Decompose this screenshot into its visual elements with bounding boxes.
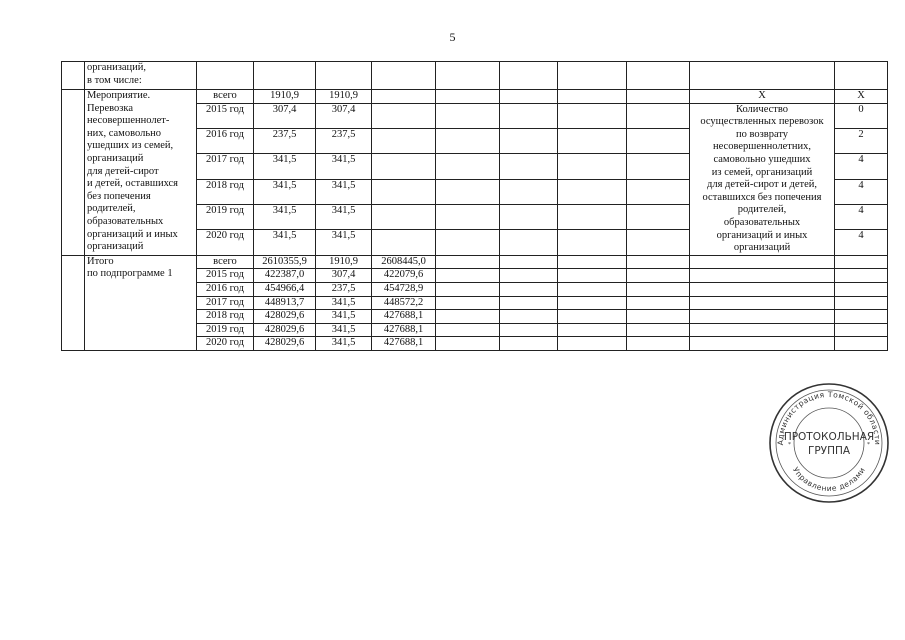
empty-cell [558, 103, 627, 128]
empty-cell [436, 282, 500, 296]
empty-cell [372, 154, 436, 179]
indicator-value: 2 [835, 128, 888, 153]
empty-cell [627, 255, 690, 269]
total-cell: 2610355,9 [254, 255, 316, 269]
empty-cell [835, 282, 888, 296]
stamp-top-text: Администрация Томской области [775, 389, 883, 446]
total-cell: 307,4 [254, 103, 316, 128]
empty-cell [436, 204, 500, 229]
empty-cell [436, 323, 500, 337]
empty-cell [500, 296, 558, 310]
empty-cell [627, 296, 690, 310]
regional-cell: 427688,1 [372, 323, 436, 337]
total-cell: 422387,0 [254, 269, 316, 283]
federal-cell: 341,5 [316, 204, 372, 229]
indicator-value: 4 [835, 230, 888, 255]
federal-cell: 341,5 [316, 179, 372, 204]
empty-cell [558, 179, 627, 204]
federal-cell: 237,5 [316, 128, 372, 153]
period-cell: 2017 год [197, 154, 254, 179]
federal-cell: 1910,9 [316, 90, 372, 104]
empty-cell [372, 204, 436, 229]
empty-cell [690, 255, 835, 269]
empty-cell [558, 230, 627, 255]
row-description: организаций, в том числе: [85, 62, 197, 90]
stamp-center-line2: ГРУППА [807, 445, 851, 457]
empty-cell [835, 323, 888, 337]
regional-cell: 454728,9 [372, 282, 436, 296]
empty-cell [500, 255, 558, 269]
empty-cell [627, 269, 690, 283]
federal-cell: 341,5 [316, 296, 372, 310]
empty-cell [627, 230, 690, 255]
empty-cell [500, 310, 558, 324]
indicator-value: 4 [835, 204, 888, 229]
empty-cell [558, 204, 627, 229]
row-number [62, 255, 85, 350]
stamp-bottom-text: Управление делами [790, 465, 868, 494]
federal-cell: 307,4 [316, 103, 372, 128]
empty-cell [436, 255, 500, 269]
empty-cell [558, 269, 627, 283]
indicator-name: Количество осуществленных перевозок по возврату несовершеннолетних, самовольно ушедших из семей, организаций для детей-сирот и детей, оставшихся без попечения родителей, образовательных организаций и иных организаций [690, 103, 835, 255]
empty-cell [627, 154, 690, 179]
table-row [62, 90, 888, 104]
federal-cell: 1910,9 [316, 255, 372, 269]
empty-cell [558, 128, 627, 153]
indicator-value: 4 [835, 179, 888, 204]
total-cell: 454966,4 [254, 282, 316, 296]
total-description: Итого по подпрограмме 1 [85, 255, 197, 350]
empty-cell [558, 90, 627, 104]
empty-cell [500, 230, 558, 255]
empty-cell [835, 310, 888, 324]
empty-cell [835, 337, 888, 351]
empty-cell [558, 154, 627, 179]
empty-cell [436, 337, 500, 351]
period-cell: 2018 год [197, 310, 254, 324]
period-cell: 2020 год [197, 230, 254, 255]
period-cell: всего [197, 255, 254, 269]
federal-cell: 237,5 [316, 282, 372, 296]
indicator-value: 4 [835, 154, 888, 179]
empty-cell [627, 179, 690, 204]
total-cell: 428029,6 [254, 337, 316, 351]
empty-cell [500, 103, 558, 128]
empty-cell [372, 103, 436, 128]
total-cell: 341,5 [254, 179, 316, 204]
empty-cell [690, 337, 835, 351]
empty-cell [558, 323, 627, 337]
total-cell: 428029,6 [254, 323, 316, 337]
regional-cell: 448572,2 [372, 296, 436, 310]
stamp-seal [766, 380, 892, 506]
federal-cell: 341,5 [316, 230, 372, 255]
total-cell: 1910,9 [254, 90, 316, 104]
empty-cell [436, 154, 500, 179]
empty-cell [436, 269, 500, 283]
row-number [62, 90, 85, 256]
period-cell: всего [197, 90, 254, 104]
total-cell: 428029,6 [254, 310, 316, 324]
empty-cell [500, 337, 558, 351]
empty-cell [436, 103, 500, 128]
empty-cell [558, 255, 627, 269]
empty-cell [558, 337, 627, 351]
indicator-header-cell: Х [690, 90, 835, 104]
period-cell: 2015 год [197, 269, 254, 283]
federal-cell: 341,5 [316, 154, 372, 179]
total-cell: 341,5 [254, 204, 316, 229]
total-cell: 341,5 [254, 230, 316, 255]
empty-cell [500, 154, 558, 179]
empty-cell [436, 230, 500, 255]
indicator-value: 0 [835, 103, 888, 128]
empty-cell [627, 282, 690, 296]
empty-cell [372, 128, 436, 153]
regional-cell: 2608445,0 [372, 255, 436, 269]
empty-cell [500, 179, 558, 204]
empty-cell [436, 128, 500, 153]
period-cell: 2015 год [197, 103, 254, 128]
period-cell: 2016 год [197, 128, 254, 153]
empty-cell [372, 90, 436, 104]
empty-cell [627, 103, 690, 128]
empty-cell [500, 269, 558, 283]
empty-cell [627, 323, 690, 337]
total-cell: 448913,7 [254, 296, 316, 310]
empty-cell [690, 269, 835, 283]
empty-cell [372, 230, 436, 255]
empty-cell [835, 255, 888, 269]
empty-cell [627, 128, 690, 153]
regional-cell: 427688,1 [372, 337, 436, 351]
federal-cell: 341,5 [316, 323, 372, 337]
table-row [62, 255, 888, 269]
empty-cell [436, 179, 500, 204]
empty-cell [627, 337, 690, 351]
empty-cell [436, 296, 500, 310]
empty-cell [372, 179, 436, 204]
empty-cell [500, 128, 558, 153]
empty-cell [835, 296, 888, 310]
empty-cell [436, 310, 500, 324]
stamp-star-right: * [867, 442, 870, 448]
empty-cell [500, 323, 558, 337]
empty-cell [627, 90, 690, 104]
federal-cell: 341,5 [316, 310, 372, 324]
empty-cell [558, 310, 627, 324]
empty-cell [436, 90, 500, 104]
period-cell: 2017 год [197, 296, 254, 310]
period-cell: 2020 год [197, 337, 254, 351]
empty-cell [627, 310, 690, 324]
empty-cell [500, 90, 558, 104]
federal-cell: 307,4 [316, 269, 372, 283]
period-cell: 2018 год [197, 179, 254, 204]
total-cell: 237,5 [254, 128, 316, 153]
period-cell: 2019 год [197, 204, 254, 229]
empty-cell [690, 296, 835, 310]
regional-cell: 427688,1 [372, 310, 436, 324]
total-cell: 341,5 [254, 154, 316, 179]
period-cell: 2016 год [197, 282, 254, 296]
empty-cell [690, 282, 835, 296]
empty-cell [690, 323, 835, 337]
empty-cell [500, 204, 558, 229]
empty-cell [500, 282, 558, 296]
program-table [61, 61, 888, 351]
empty-cell [627, 204, 690, 229]
indicator-value: Х [835, 90, 888, 104]
table-row [62, 62, 888, 90]
empty-cell [558, 282, 627, 296]
empty-cell [558, 296, 627, 310]
regional-cell: 422079,6 [372, 269, 436, 283]
event-description: Мероприятие. Перевозка несовершеннолет- них, самовольно ушедших из семей, организаций для детей-сирот и детей, оставшихся без попечения родителей, образовательных организаций и иных организаций [85, 90, 197, 256]
period-cell: 2019 год [197, 323, 254, 337]
federal-cell: 341,5 [316, 337, 372, 351]
empty-cell [835, 269, 888, 283]
empty-cell [690, 310, 835, 324]
stamp-star-left: * [788, 442, 791, 448]
stamp-center-line1: ПРОТОКОЛЬНАЯ [783, 431, 875, 443]
page-number: 5 [449, 30, 456, 44]
